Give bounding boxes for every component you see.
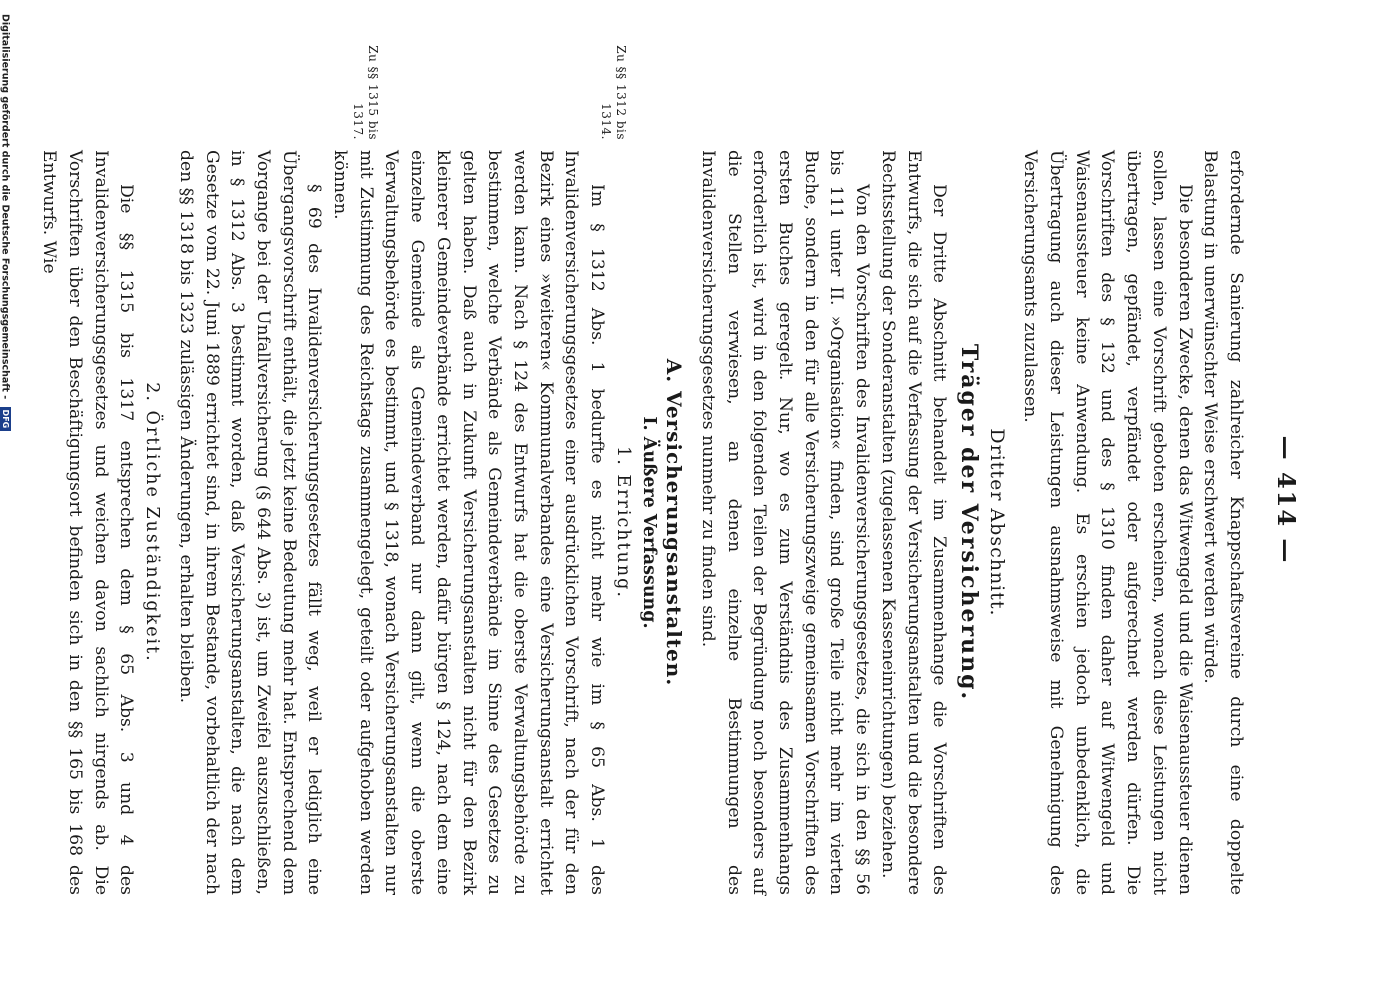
paragraph-special-purposes: Die besonderen Zwecke, denen das Witwengeld und die Waisenaussteuer dienen sollen, lassen eine Vorschrift geboten erscheinen, wonach diese Leistungen nicht übertragen, gepfändet, verpfändet oder aufgerechnet werden dürfen. Die Vorschriften des § 132 und des § 1310 finden daher auf Witwengeld und Waisenaussteuer keine Anwendung. Es erschien jedoch unbedenklich, die Übertragung auch dieser Leistungen ausnahmsweise mit Genehmigung des Versicherungsamts zuzulassen. [1020,150,1195,895]
section-heading: Dritter Abschnitt. [985,428,1008,617]
paragraph-1312: Im § 1312 Abs. 1 bedurfte es nicht mehr wie im § 65 Abs. 1 des Invalidenversicherungsgesetzes einer ausdrücklichen Vorschrift, nach der für den Bezirk eines »weiteren« Kommunalverbandes eine Versicherungsanstalt errichtet werden kann. Nach § 124 des Entwurfs hat die oberste Verwaltungsbehörde zu bestimmen, welche Verbände als Gemeindeverbände im Sinne des Gesetzes zu gelten haben. Daß auch in Zukunft Versicherungsanstalten nicht für den Bezirk kleinerer Gemeindeverbände errichtet werden, dafür bürgen § 124, nach dem eine einzelne Gemeinde als Gemeindeverband nur dann gilt, wenn die oberste Verwaltungsbehörde es bestimmt, und § 1318, wonach Versicherungsanstalten nur mit Zustimmung des Reichstags zusammengelegt, geteilt oder aufgehoben werden können. [330,150,608,895]
paragraph-1315: Die §§ 1315 bis 1317 entsprechen dem § 65 Abs. 3 und 4 des Invalidenversicherungsgesetzes und weichen davon sachlich nirgends ab. Die Vorschriften über den Beschäftigungsort befinden sich in den §§ 165 bis 168 des Entwurfs. Wie [39,150,137,895]
subheading-i: I. Äußere Verfassung. [638,416,659,629]
paragraph-third-section: Der Dritte Abschnitt behandelt im Zusammenhange die Vorschriften des Entwurfs, die sich auf die Verfassung der Versicherungsanstalten und die besondere Rechtsstellung der Sonderanstalten (zugelassenen Kasseneinrichtungen) beziehen. [877,150,950,895]
paragraph-69: § 69 des Invalidenversicherungsgesetzes fällt weg, weil er lediglich eine Übergangsvorschrift enthält, die jetzt keine Bedeutung mehr hat. Entsprechend dem Vorgange bei der Unfallversicherung (§ 644 Abs. 3) ist, um Zweifel auszuschließen, in § 1312 Abs. 3 bestimmt worden, daß Versicherungsanstalten, die nach dem Gesetze vom 22. Juni 1889 errichtet sind, in ihrem Bestande, vorbehaltlich der nach den §§ 1318 bis 1323 zulässigen Änderungen, erhalten bleiben. [175,150,325,895]
dfg-logo: DFG [0,407,11,432]
paragraph-continuation: erfordernde Sanierung zahlreicher Knappschaftsvereine durch eine doppelte Belastung in unerwünschter Weise erschwert werden würde. [1200,150,1246,895]
margin-note-1315: Zu §§ 1315 bis 1317. [351,45,380,140]
digitization-credit [0,0,11,1000]
text-column [36,150,1248,895]
margin-note-1312: Zu §§ 1312 bis 1314. [599,45,628,140]
credit-text: Digitalisierung gefördert durch die Deutsche Forschungsgemeinschaft - [0,14,11,400]
page-number: — 414 — [1272,435,1301,565]
subheading-a: A. Versicherungsanstalten. [662,358,687,687]
paragraph-regulations: Von den Vorschriften des Invalidenversicherungsgesetzes, die sich in den §§ 56 bis 111 unter II. »Organisation« finden, sind große Teile nicht mehr im vierten Buche, sondern in den für alle Versicherungszweige gemeinsamen Vorschriften des ersten Buches geregelt. Nur, wo es zum Verständnis des Zusammenhangs erforderlich ist, wird in den folgenden Teilen der Begründung noch besonders auf die Stellen verwiesen, an denen einzelne Bestimmungen des Invalidenversicherungsgesetzes nunmehr zu finden sind. [697,150,873,895]
section-title: Träger der Versicherung. [955,343,982,702]
subheading-1: 1. Errichtung. [612,446,633,599]
subheading-2: 2. Örtliche Zuständigkeit. [142,382,163,663]
